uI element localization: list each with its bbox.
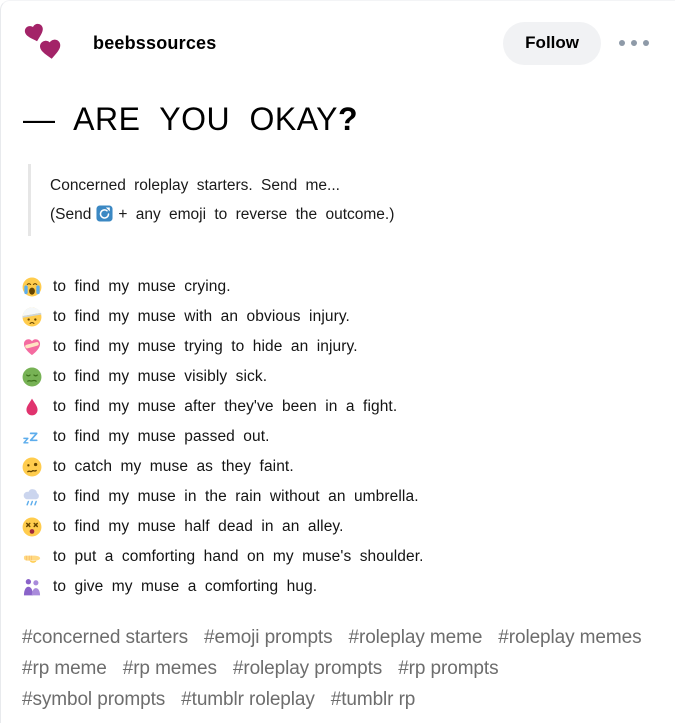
people-hugging-icon <box>22 577 42 597</box>
prompt-row <box>22 392 653 422</box>
tag-link[interactable]: #tumblr roleplay <box>181 689 315 710</box>
follow-button[interactable]: Follow <box>503 22 601 65</box>
prompt-text: to put a comforting hand on my muse's shoulder. <box>53 548 424 565</box>
blockquote-line-2 <box>50 200 653 229</box>
prompt-row <box>22 422 653 452</box>
prompt-text: to find my muse passed out. <box>53 428 270 445</box>
prompt-row <box>22 272 653 302</box>
prompt-text: to give my muse a comforting hug. <box>53 578 318 595</box>
prompt-text: to find my muse visibly sick. <box>53 368 268 385</box>
tag-link[interactable]: #tumblr rp <box>330 689 416 710</box>
prompt-text: to find my muse in the rain without an umbrella. <box>53 488 419 505</box>
post-header <box>22 1 653 67</box>
prompt-text: to find my muse after they've been in a fight. <box>53 398 398 415</box>
woozy-face-icon <box>22 457 42 477</box>
tag-link[interactable]: #roleplay meme <box>348 627 483 648</box>
palm-down-hand-icon <box>22 547 42 567</box>
blockquote-line-2-prefix: (Send <box>50 206 92 223</box>
prompt-row <box>22 452 653 482</box>
avatar[interactable] <box>22 20 68 66</box>
loudly-crying-face-icon <box>22 277 42 297</box>
cloud-with-rain-icon <box>22 487 42 507</box>
blockquote-line-2-suffix: + any emoji to reverse the outcome.) <box>118 206 395 223</box>
username[interactable]: beebssources <box>93 32 217 53</box>
drop-of-blood-icon <box>22 397 42 417</box>
prompt-row <box>22 362 653 392</box>
face-with-head-bandage-icon <box>22 307 42 327</box>
prompt-text: to find my muse trying to hide an injury. <box>53 338 358 355</box>
tag-link[interactable]: #symbol prompts <box>22 689 166 710</box>
tag-link[interactable]: #emoji prompts <box>204 627 333 648</box>
prompt-row <box>22 512 653 542</box>
post-title <box>23 101 653 138</box>
prompt-row <box>22 572 653 602</box>
tag-link[interactable]: #roleplay prompts <box>232 658 383 679</box>
zzz-icon <box>22 427 42 447</box>
tag-link[interactable]: #rp meme <box>22 658 107 679</box>
tag-link[interactable]: #rp memes <box>122 658 217 679</box>
tag-link[interactable]: #concerned starters <box>22 627 189 648</box>
blockquote-line-1: Concerned roleplay starters. Send me... <box>50 177 340 194</box>
tag-list <box>22 627 653 711</box>
post-blockquote <box>28 164 653 236</box>
counterclockwise-arrows-icon <box>96 205 113 222</box>
prompt-text: to catch my muse as they faint. <box>53 458 294 475</box>
prompt-row <box>22 482 653 512</box>
post-title-text: — ARE YOU OKAY <box>23 101 339 137</box>
prompt-row <box>22 332 653 362</box>
prompt-list <box>22 272 653 602</box>
tag-link[interactable]: #roleplay memes <box>498 627 642 648</box>
more-options-icon[interactable] <box>618 39 650 47</box>
nauseated-face-icon <box>22 367 42 387</box>
prompt-row <box>22 542 653 572</box>
knocked-out-face-icon <box>22 517 42 537</box>
post-title-question-mark: ? <box>338 101 359 137</box>
prompt-text: to find my muse half dead in an alley. <box>53 518 344 535</box>
prompt-text: to find my muse with an obvious injury. <box>53 308 350 325</box>
prompt-row <box>22 302 653 332</box>
tag-link[interactable]: #rp prompts <box>398 658 499 679</box>
prompt-text: to find my muse crying. <box>53 278 231 295</box>
mending-heart-icon <box>22 337 42 357</box>
